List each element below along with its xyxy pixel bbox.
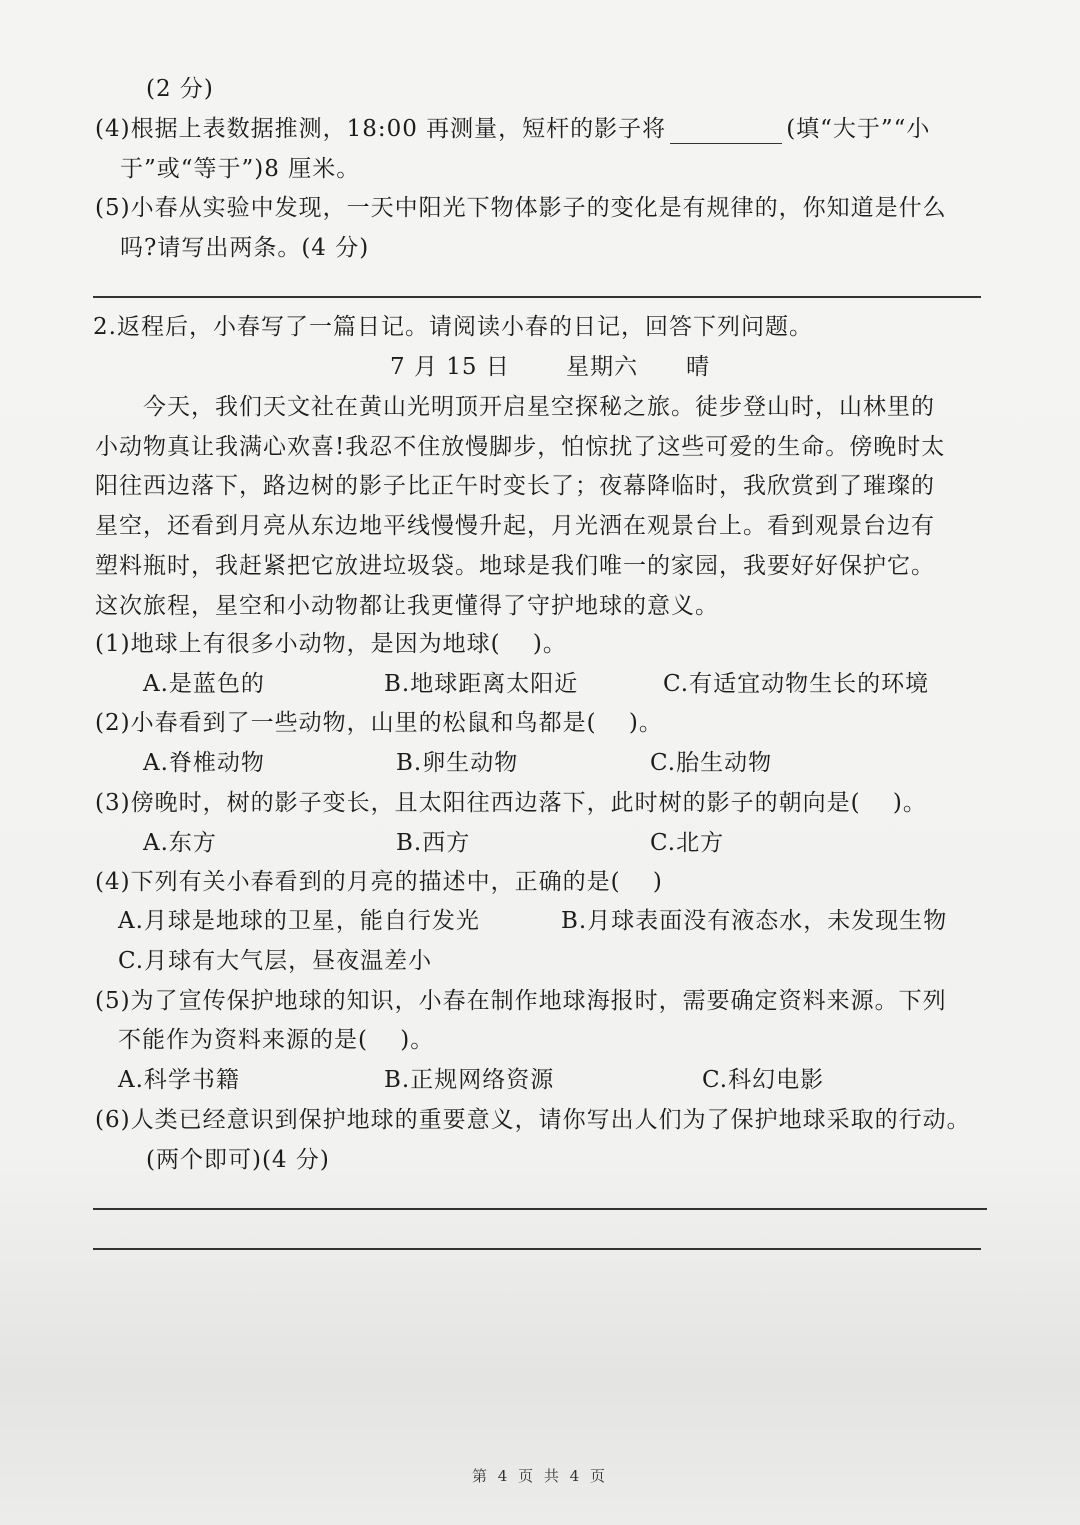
q2-sub1-option-c[interactable]: C.有适宜动物生长的环境 bbox=[663, 671, 930, 697]
q2-title: 2.返程后，小春写了一篇日记。请阅读小春的日记，回答下列问题。 bbox=[93, 314, 813, 340]
diary-line: 阳往西边落下，路边树的影子比正午时变长了；夜幕降临时，我欣赏到了璀璨的 bbox=[95, 473, 935, 499]
diary-line: 塑料瓶时，我赶紧把它放进垃圾袋。地球是我们唯一的家园，我要好好保护它。 bbox=[95, 553, 935, 579]
answer-line[interactable] bbox=[93, 1208, 987, 1210]
q2-sub5-option-a[interactable]: A.科学书籍 bbox=[118, 1067, 240, 1093]
diary-line: 小动物真让我满心欢喜!我忍不住放慢脚步，怕惊扰了这些可爱的生命。傍晚时太 bbox=[95, 434, 946, 460]
q2-sub4-option-c[interactable]: C.月球有大气层，昼夜温差小 bbox=[118, 948, 433, 974]
diary-line: 今天，我们天文社在黄山光明顶开启星空探秘之旅。徒步登山时，山林里的 bbox=[143, 394, 935, 420]
diary-line: 星空，还看到月亮从东边地平线慢慢升起，月光洒在观景台上。看到观景台边有 bbox=[95, 513, 935, 539]
q2-sub4-option-a[interactable]: A.月球是地球的卫星，能自行发光 bbox=[118, 908, 480, 934]
answer-line[interactable] bbox=[93, 296, 981, 298]
q2-sub1-stem: (1)地球上有很多小动物，是因为地球( )。 bbox=[95, 631, 567, 657]
q2-sub4-stem: (4)下列有关小春看到的月亮的描述中，正确的是( ) bbox=[95, 869, 663, 895]
q1-part4-line1 bbox=[95, 114, 930, 144]
q1-part4-options: (填“大于”“小 bbox=[786, 116, 931, 142]
q2-sub6-stem-line1: (6)人类已经意识到保护地球的重要意义，请你写出人们为了保护地球采取的行动。 bbox=[95, 1107, 971, 1133]
q2-sub6-stem-line2: (两个即可)(4 分) bbox=[146, 1147, 330, 1173]
q2-sub3-option-c[interactable]: C.北方 bbox=[650, 830, 725, 856]
q2-sub3-option-a[interactable]: A.东方 bbox=[143, 830, 217, 856]
q2-sub1-option-b[interactable]: B.地球距离太阳近 bbox=[384, 671, 579, 697]
q2-sub5-stem-line2: 不能作为资料来源的是( )。 bbox=[118, 1027, 435, 1053]
q2-sub1-option-a[interactable]: A.是蓝色的 bbox=[143, 671, 265, 697]
q2-sub5-option-b[interactable]: B.正规网络资源 bbox=[384, 1067, 555, 1093]
q1-part5-line2: 吗?请写出两条。(4 分) bbox=[120, 235, 370, 261]
page-footer: 第 4 页 共 4 页 bbox=[472, 1467, 608, 1485]
q2-sub2-stem: (2)小春看到了一些动物，山里的松鼠和鸟都是( )。 bbox=[95, 710, 663, 736]
q1-part5-line1: (5)小春从实验中发现，一天中阳光下物体影子的变化是有规律的，你知道是什么 bbox=[95, 195, 947, 221]
diary-header: 7 月 15 日 星期六 晴 bbox=[390, 354, 711, 380]
q2-sub5-stem-line1: (5)为了宣传保护地球的知识，小春在制作地球海报时，需要确定资料来源。下列 bbox=[95, 988, 947, 1014]
q2-sub2-option-c[interactable]: C.胎生动物 bbox=[650, 750, 773, 776]
q2-sub3-stem: (3)傍晚时，树的影子变长，且太阳往西边落下，此时树的影子的朝向是( )。 bbox=[95, 790, 927, 816]
q1-part4-line2: 于”或“等于”)8 厘米。 bbox=[120, 156, 361, 182]
q1-part4-text: (4)根据上表数据推测，18:00 再测量，短杆的影子将 bbox=[95, 116, 667, 142]
q2-sub2-option-a[interactable]: A.脊椎动物 bbox=[143, 750, 265, 776]
answer-line[interactable] bbox=[93, 1248, 981, 1250]
q1-score-line: (2 分) bbox=[146, 76, 214, 102]
q1-part4-answer-blank[interactable] bbox=[670, 119, 782, 144]
q2-sub3-option-b[interactable]: B.西方 bbox=[396, 830, 471, 856]
diary-line: 这次旅程，星空和小动物都让我更懂得了守护地球的意义。 bbox=[95, 593, 719, 619]
q2-sub4-option-b[interactable]: B.月球表面没有液态水，未发现生物 bbox=[561, 908, 948, 934]
q2-sub2-option-b[interactable]: B.卵生动物 bbox=[396, 750, 519, 776]
q2-sub5-option-c[interactable]: C.科幻电影 bbox=[702, 1067, 825, 1093]
